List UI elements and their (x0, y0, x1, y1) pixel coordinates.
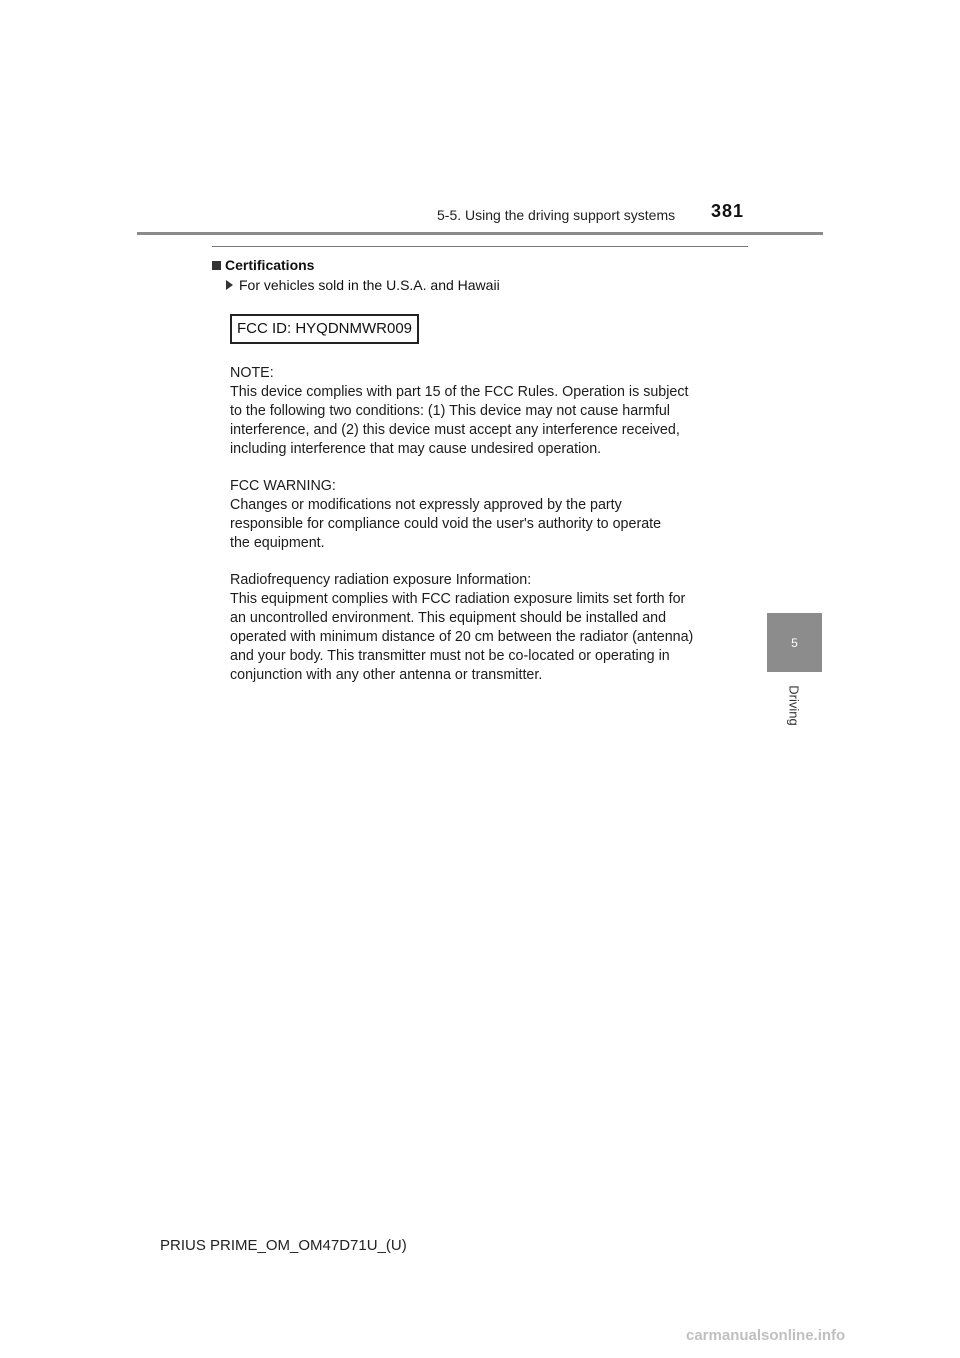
note-paragraph: NOTE: This device complies with part 15 of the FCC Rules. Operation is subject to the following two conditions: (1) This device may not cause harmful interference, and (2) this device must accept any interference received, including interference that may cause undesired operation. (230, 365, 689, 457)
subheading-text: For vehicles sold in the U.S.A. and Hawaii (239, 277, 500, 293)
subheading (226, 277, 500, 293)
fcc-id-box: FCC ID: HYQDNMWR009 (230, 314, 419, 344)
header-section-title: 5-5. Using the driving support systems (437, 207, 676, 223)
chapter-tab[interactable]: 5 (767, 613, 822, 672)
page-number: 381 (711, 201, 745, 221)
fcc-statement (230, 364, 750, 703)
header-rule (137, 232, 823, 235)
section-heading (212, 257, 314, 273)
chapter-label-text: Driving (787, 684, 802, 726)
triangle-bullet-icon (226, 280, 233, 290)
watermark: carmanualsonline.info (686, 1327, 846, 1344)
section-heading-text: Certifications (225, 257, 315, 273)
section-rule (212, 246, 748, 247)
chapter-label (767, 680, 822, 730)
radiation-paragraph: Radiofrequency radiation exposure Information: This equipment complies with FCC radiation exposure limits set forth for an uncontrolled environment. This equipment should be installed and operated with minimum distance of 20 cm between the radiator (antenna) and your body. This transmitter must not be co-located or operating in conjunction with any other antenna or transmitter. (230, 572, 694, 683)
square-bullet-icon (212, 261, 221, 270)
footer-manual-code: PRIUS PRIME_OM_OM47D71U_(U) (160, 1237, 407, 1254)
warning-paragraph: FCC WARNING: Changes or modifications not expressly approved by the party responsible for compliance could void the user's authority to operate the equipment. (230, 478, 662, 551)
